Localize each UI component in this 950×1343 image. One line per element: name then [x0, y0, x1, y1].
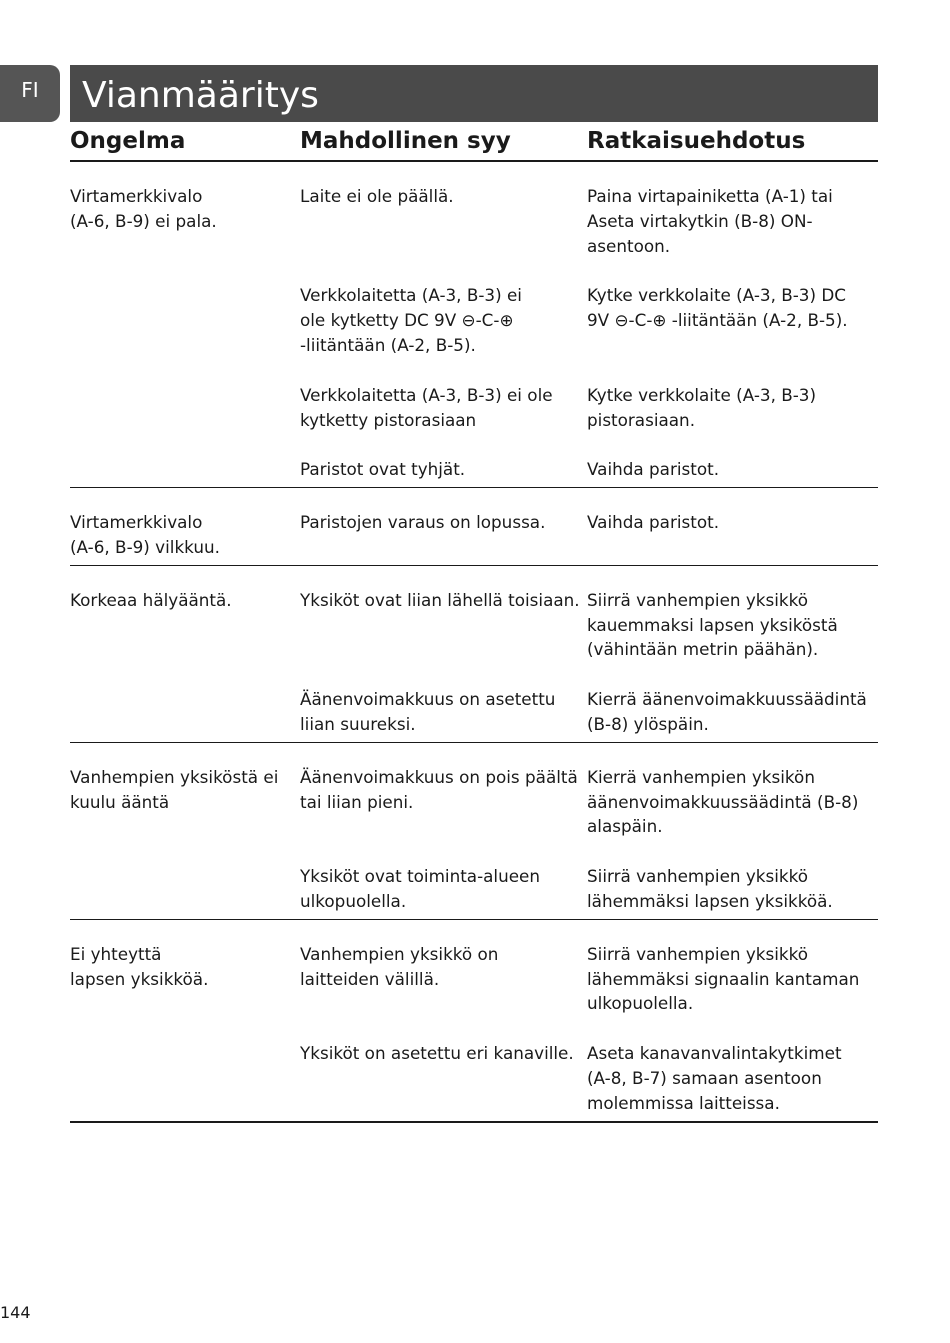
solution-text-line: Kierrä vanhempien yksikön	[587, 766, 815, 787]
language-tab	[0, 65, 60, 122]
solution-cell	[587, 588, 838, 662]
solution-cell	[587, 687, 867, 737]
solution-text-line: Kytke verkkolaite (A-3, B-3) DC	[587, 285, 847, 306]
cause-text-line: Äänenvoimakkuus on pois päältä	[300, 766, 578, 787]
solution-text-line: Paina virtapainiketta (A-1) tai	[587, 186, 833, 206]
cause-text-line: Paristojen varaus on lopussa.	[300, 512, 546, 533]
solution-text-line: kauemmaksi lapsen yksiköstä	[587, 614, 838, 635]
cause-cell	[300, 283, 522, 357]
problem-text-line: Virtamerkkivalo	[70, 512, 203, 533]
solution-text-line: Siirrä vanhempien yksikkö	[587, 943, 809, 964]
problem-text-line: Ei yhteyttä	[70, 943, 162, 964]
cause-cell	[300, 184, 454, 209]
solution-cell	[587, 283, 848, 333]
cause-text-line: laitteiden välillä.	[300, 968, 440, 989]
solution-text-line: Siirrä vanhempien yksikkö	[587, 589, 809, 610]
cause-cell	[300, 942, 498, 992]
problem-group	[70, 743, 878, 920]
solution-cell	[587, 1041, 842, 1115]
cause-cell	[300, 457, 465, 482]
problem-cell	[70, 588, 232, 613]
problem-text-line: (A-6, B-9) vilkkuu.	[70, 536, 220, 557]
cause-text-line: Yksiköt on asetettu eri kanaville.	[300, 1043, 574, 1064]
solution-text-line: Aseta virtakytkin (B-8) ON-	[587, 210, 813, 231]
problem-cell	[70, 510, 220, 560]
cause-cell	[300, 765, 578, 815]
problem-cell	[70, 765, 278, 815]
cause-text-line: ole kytketty DC 9V ⊖-C-⊕	[300, 310, 514, 331]
cause-text-line: tai liian pieni.	[300, 791, 414, 812]
problem-text-line: (A-6, B-9) ei pala.	[70, 210, 217, 231]
cause-text-line: -liitäntään (A-2, B-5).	[300, 334, 476, 355]
header-solution: Ratkaisuehdotus	[587, 128, 806, 154]
cause-text-line: Äänenvoimakkuus on asetettu	[300, 689, 556, 710]
solution-text-line: (A-8, B-7) samaan asentoon	[587, 1067, 822, 1088]
solution-text-line: äänenvoimakkuussäädintä (B-8)	[587, 791, 859, 812]
solution-text-line: (B-8) ylöspäin.	[587, 713, 709, 734]
table-header	[70, 128, 878, 162]
cause-text-line: Verkkolaitetta (A-3, B-3) ei ole	[300, 384, 553, 405]
problem-text-line: kuulu ääntä	[70, 791, 170, 812]
solution-text-line: Vaihda paristot.	[587, 512, 720, 533]
cause-text-line: Verkkolaitetta (A-3, B-3) ei	[300, 285, 522, 306]
solution-text-line: Vaihda paristot.	[587, 459, 720, 480]
solution-text-line: 9V ⊖-C-⊕ -liitäntään (A-2, B-5).	[587, 310, 848, 331]
cause-cell	[300, 383, 553, 433]
solution-text-line: lähemmäksi signaalin kantaman	[587, 968, 860, 989]
cause-cell	[300, 1041, 574, 1066]
solution-text-line: alaspäin.	[587, 816, 663, 837]
problem-text-line: Virtamerkkivalo	[70, 186, 203, 206]
cause-cell	[300, 588, 580, 613]
cause-text-line: Vanhempien yksikkö on	[300, 943, 499, 964]
cause-cell	[300, 864, 540, 914]
solution-text-line: ulkopuolella.	[587, 993, 694, 1014]
problem-group	[70, 566, 878, 743]
solution-cell	[587, 864, 833, 914]
problem-cell	[70, 942, 208, 992]
solution-text-line: Kytke verkkolaite (A-3, B-3)	[587, 384, 817, 405]
solution-text-line: Siirrä vanhempien yksikkö	[587, 866, 809, 887]
solution-cell	[587, 457, 719, 482]
solution-text-line: pistorasiaan.	[587, 409, 696, 430]
solution-cell	[587, 383, 816, 433]
cause-text-line: Laite ei ole päällä.	[300, 186, 454, 206]
solution-cell	[587, 184, 833, 258]
language-code: FI	[21, 78, 39, 102]
cause-text-line: ulkopuolella.	[300, 890, 407, 911]
cause-text-line: liian suureksi.	[300, 713, 416, 734]
cause-text-line: kytketty pistorasiaan	[300, 409, 477, 430]
problem-group	[70, 920, 878, 1123]
solution-text-line: Kierrä äänenvoimakkuussäädintä	[587, 689, 867, 710]
solution-text-line: molemmissa laitteissa.	[587, 1092, 780, 1113]
page-number: 144	[0, 1303, 31, 1322]
header-problem: Ongelma	[70, 128, 186, 154]
cause-text-line: Paristot ovat tyhjät.	[300, 459, 466, 480]
solution-text-line: Aseta kanavanvalintakytkimet	[587, 1043, 842, 1064]
solution-cell	[587, 942, 859, 1016]
header-cause: Mahdollinen syy	[300, 128, 511, 154]
problem-cell	[70, 184, 217, 234]
problem-group	[70, 162, 878, 488]
solution-text-line: (vähintään metrin päähän).	[587, 639, 819, 660]
troubleshooting-table	[70, 162, 878, 1123]
solution-cell	[587, 765, 858, 839]
solution-text-line: lähemmäksi lapsen yksikköä.	[587, 890, 833, 911]
page-title: Vianmääritys	[82, 75, 319, 116]
page-title-bar	[70, 65, 878, 122]
cause-text-line: Yksiköt ovat liian lähellä toisiaan.	[300, 589, 580, 610]
solution-text-line: asentoon.	[587, 235, 671, 256]
problem-text-line: Vanhempien yksiköstä ei	[70, 766, 279, 787]
problem-group	[70, 488, 878, 566]
problem-text-line: Korkeaa hälyääntä.	[70, 589, 232, 610]
cause-cell	[300, 510, 545, 535]
cause-text-line: Yksiköt ovat toiminta-alueen	[300, 866, 541, 887]
solution-cell	[587, 510, 719, 535]
cause-cell	[300, 687, 555, 737]
problem-text-line: lapsen yksikköä.	[70, 968, 209, 989]
